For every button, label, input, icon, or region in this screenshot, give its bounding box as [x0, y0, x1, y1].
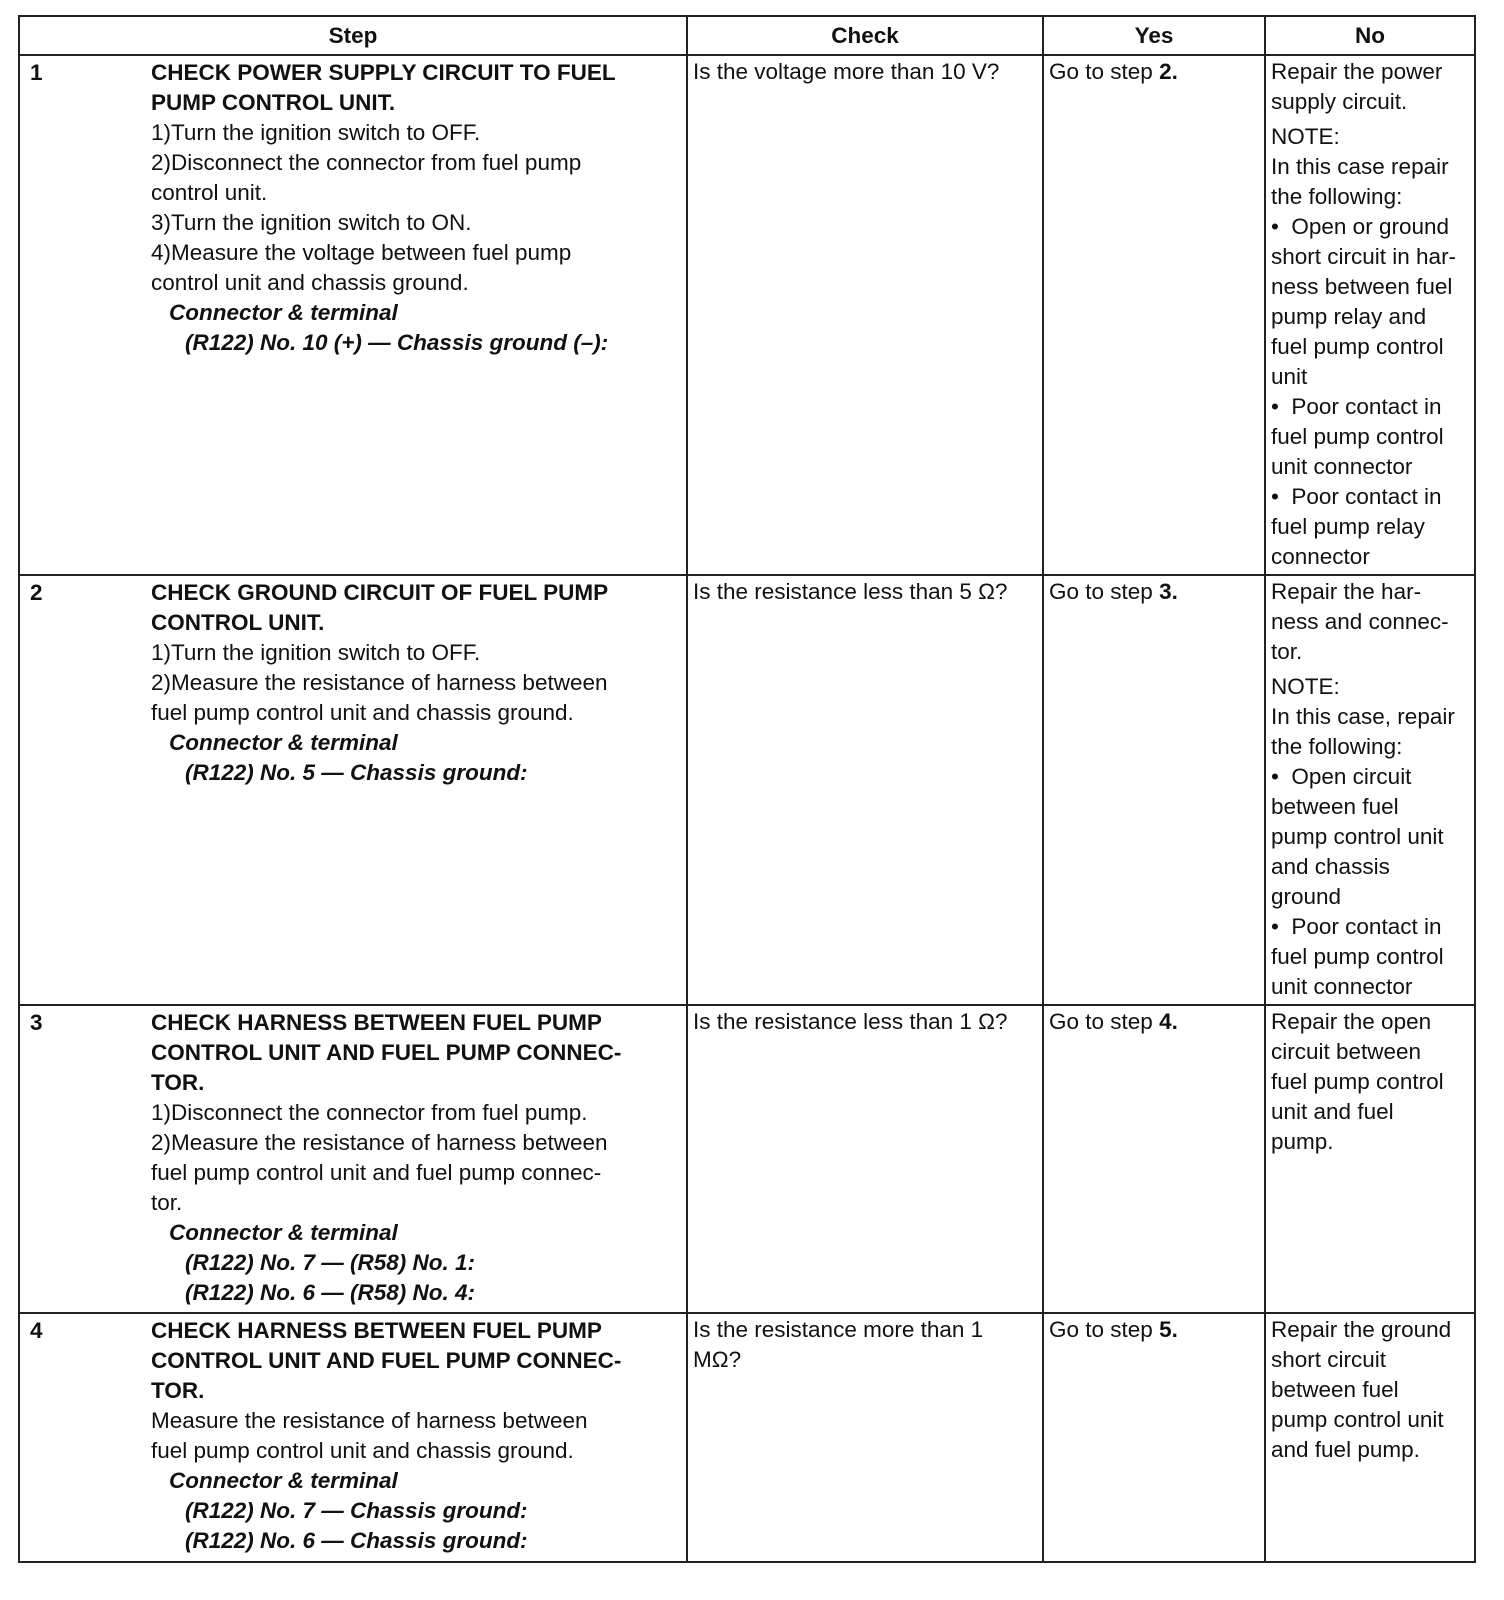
bullet-continuation: pump relay and [1271, 304, 1427, 329]
table-row [19, 1313, 1475, 1562]
step-instruction-line: 3)Turn the ignition switch to ON. [151, 210, 472, 235]
step-instruction-line: 4)Measure the voltage between fuel pump [151, 240, 572, 265]
connector-heading: Connector & terminal [169, 1220, 398, 1245]
table-row [19, 575, 1475, 1005]
check-cell: Is the resistance less than 1 Ω? [687, 1005, 1043, 1313]
step-title-line: CHECK HARNESS BETWEEN FUEL PUMP [151, 1010, 602, 1035]
connector-terminal-line: (R122) No. 6 — (R58) No. 4: [185, 1280, 476, 1305]
no-cell [1265, 575, 1475, 1005]
step-cell [19, 575, 687, 1005]
no-action-line: Repair the har- [1271, 579, 1422, 604]
connector-heading: Connector & terminal [169, 300, 398, 325]
bullet-item: • Open circuit [1271, 762, 1472, 792]
note-intro-line: the following: [1271, 734, 1403, 759]
bullet-continuation: unit connector [1271, 454, 1413, 479]
step-instruction-line: control unit. [151, 180, 268, 205]
bullet-continuation: unit [1271, 364, 1308, 389]
step-instruction-line: Measure the resistance of harness between [151, 1408, 588, 1433]
bullet-continuation: short circuit in har- [1271, 244, 1457, 269]
bullet-continuation: fuel pump control [1271, 424, 1444, 449]
no-action-line: unit and fuel [1271, 1099, 1394, 1124]
step-title-line: CHECK HARNESS BETWEEN FUEL PUMP [151, 1318, 602, 1343]
header-no: No [1265, 16, 1475, 55]
note-intro-line: In this case, repair [1271, 704, 1455, 729]
note-label: NOTE: [1271, 124, 1340, 149]
step-title-line: CONTROL UNIT. [151, 610, 325, 635]
step-instruction-line: 1)Turn the ignition switch to OFF. [151, 120, 481, 145]
step-number: 1 [30, 60, 43, 85]
step-body [151, 1007, 681, 1310]
bullet-item: • Poor contact in [1271, 912, 1472, 942]
bullet-continuation: ness between fuel [1271, 274, 1453, 299]
connector-terminal-line: (R122) No. 5 — Chassis ground: [185, 760, 528, 785]
step-body [151, 1315, 681, 1558]
step-cell [19, 1313, 687, 1562]
step-title-line: PUMP CONTROL UNIT. [151, 90, 396, 115]
yes-step: 4. [1159, 1009, 1178, 1034]
note-label: NOTE: [1271, 674, 1340, 699]
check-cell: Is the resistance more than 1 MΩ? [687, 1313, 1043, 1562]
step-instruction-line: 2)Measure the resistance of harness between [151, 670, 608, 695]
step-instruction-line: fuel pump control unit and fuel pump connec- [151, 1160, 602, 1185]
no-action-line: Repair the open [1271, 1009, 1432, 1034]
step-instruction-line: fuel pump control unit and chassis ground. [151, 700, 574, 725]
yes-step: 3. [1159, 579, 1178, 604]
bullet-continuation: and chassis [1271, 854, 1390, 879]
no-action-line: and fuel pump. [1271, 1437, 1420, 1462]
diagnostic-table [18, 15, 1476, 1563]
bullet-item: • Poor contact in [1271, 392, 1472, 422]
step-body [151, 577, 681, 790]
header-yes: Yes [1043, 16, 1265, 55]
bullet-continuation: pump control unit [1271, 824, 1444, 849]
note-intro-line: In this case repair [1271, 154, 1449, 179]
no-action-line: short circuit [1271, 1347, 1387, 1372]
step-instruction-line: 2)Measure the resistance of harness between [151, 1130, 608, 1155]
no-action-line: Repair the power [1271, 59, 1443, 84]
yes-cell [1043, 1005, 1265, 1313]
step-number: 4 [30, 1318, 43, 1343]
no-action-line: tor. [1271, 639, 1303, 664]
step-title-line: CONTROL UNIT AND FUEL PUMP CONNEC- [151, 1348, 622, 1373]
no-action-line: Repair the ground [1271, 1317, 1452, 1342]
table-row [19, 55, 1475, 575]
table-row [19, 1005, 1475, 1313]
step-number: 2 [30, 580, 43, 605]
yes-cell [1043, 575, 1265, 1005]
no-action-line: fuel pump control [1271, 1069, 1444, 1094]
bullet-continuation: between fuel [1271, 794, 1399, 819]
step-title-line: CONTROL UNIT AND FUEL PUMP CONNEC- [151, 1040, 622, 1065]
bullet-continuation: unit connector [1271, 974, 1413, 999]
check-cell: Is the resistance less than 5 Ω? [687, 575, 1043, 1005]
bullet-continuation: ground [1271, 884, 1342, 909]
bullet-item: • Poor contact in [1271, 482, 1472, 512]
header-step: Step [19, 16, 687, 55]
yes-prefix: Go to step [1049, 1317, 1160, 1342]
yes-prefix: Go to step [1049, 579, 1160, 604]
step-instruction-line: 1)Turn the ignition switch to OFF. [151, 640, 481, 665]
no-cell [1265, 1313, 1475, 1562]
yes-cell [1043, 1313, 1265, 1562]
step-body [151, 57, 681, 360]
bullet-item: • Open or ground [1271, 212, 1472, 242]
connector-terminal-line: (R122) No. 7 — (R58) No. 1: [185, 1250, 476, 1275]
bullet-continuation: fuel pump control [1271, 334, 1444, 359]
step-instruction-line: tor. [151, 1190, 183, 1215]
bullet-continuation: fuel pump control [1271, 944, 1444, 969]
bullet-continuation: connector [1271, 544, 1370, 569]
no-action-line: pump. [1271, 1129, 1334, 1154]
connector-heading: Connector & terminal [169, 1468, 398, 1493]
yes-prefix: Go to step [1049, 1009, 1160, 1034]
header-check: Check [687, 16, 1043, 55]
yes-cell [1043, 55, 1265, 575]
no-cell [1265, 1005, 1475, 1313]
header-row [19, 16, 1475, 55]
no-action-line: ness and connec- [1271, 609, 1449, 634]
yes-step: 5. [1159, 1317, 1178, 1342]
step-cell [19, 1005, 687, 1313]
connector-heading: Connector & terminal [169, 730, 398, 755]
step-instruction-line: fuel pump control unit and chassis ground. [151, 1438, 574, 1463]
step-instruction-line: 2)Disconnect the connector from fuel pump [151, 150, 582, 175]
step-instruction-line: 1)Disconnect the connector from fuel pump. [151, 1100, 588, 1125]
connector-terminal-line: (R122) No. 6 — Chassis ground: [185, 1528, 528, 1553]
step-title-line: CHECK GROUND CIRCUIT OF FUEL PUMP [151, 580, 609, 605]
check-cell: Is the voltage more than 10 V? [687, 55, 1043, 575]
no-action-line: pump control unit [1271, 1407, 1444, 1432]
no-action-line: circuit between [1271, 1039, 1422, 1064]
connector-terminal-line: (R122) No. 10 (+) — Chassis ground (–): [185, 330, 609, 355]
step-number: 3 [30, 1010, 43, 1035]
step-title-line: CHECK POWER SUPPLY CIRCUIT TO FUEL [151, 60, 616, 85]
step-title-line: TOR. [151, 1378, 205, 1403]
bullet-continuation: fuel pump relay [1271, 514, 1425, 539]
step-instruction-line: control unit and chassis ground. [151, 270, 469, 295]
step-title-line: TOR. [151, 1070, 205, 1095]
no-action-line: supply circuit. [1271, 89, 1408, 114]
step-cell [19, 55, 687, 575]
yes-prefix: Go to step [1049, 59, 1160, 84]
no-cell [1265, 55, 1475, 575]
connector-terminal-line: (R122) No. 7 — Chassis ground: [185, 1498, 528, 1523]
no-action-line: between fuel [1271, 1377, 1399, 1402]
note-intro-line: the following: [1271, 184, 1403, 209]
yes-step: 2. [1159, 59, 1178, 84]
